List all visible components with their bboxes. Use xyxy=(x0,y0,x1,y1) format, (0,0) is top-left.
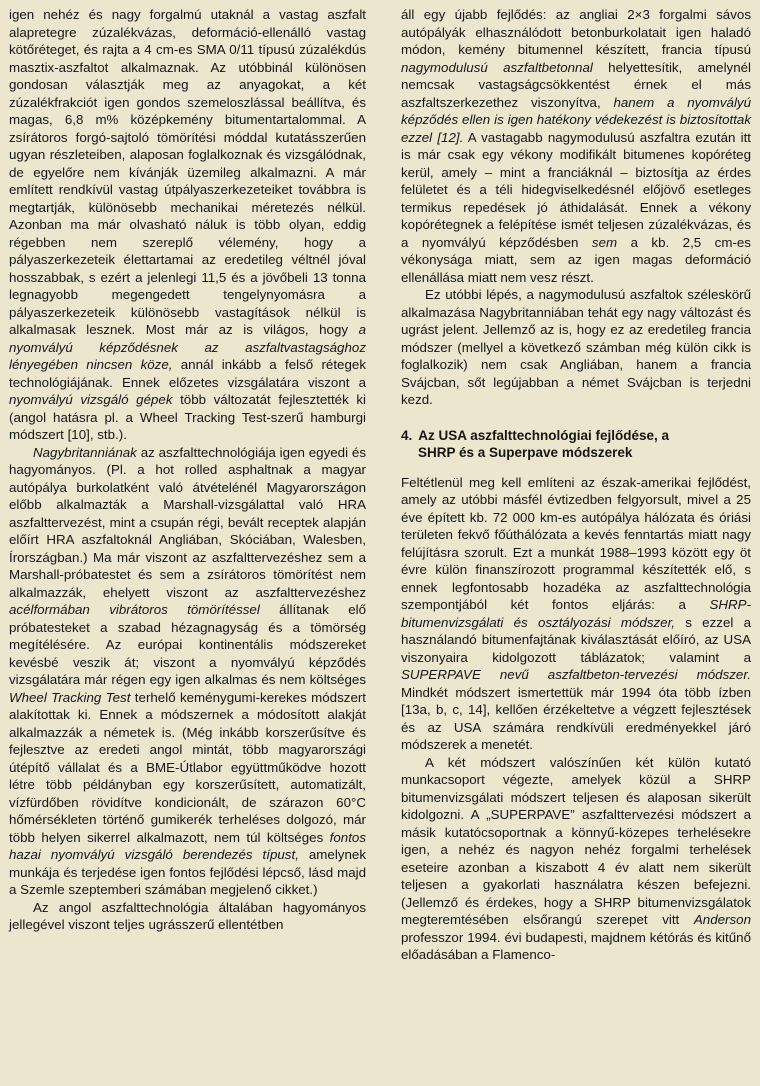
text-run: helyettesítik, amelynél nemcsak vastagságcsökkentést érnek el más aszfaltszerkezethez viszonyítva, xyxy=(401,59,752,110)
emphasis: a nyomvályú képződésnek az aszfaltvastagsághoz lényegében nincsen köze, xyxy=(9,322,366,372)
paragraph xyxy=(9,444,366,899)
section-heading xyxy=(401,427,751,462)
text-run: Feltétlenül meg kell említeni az észak-amerikai fejlődést, amely az utóbbi másfél évtizedben felgyorsult, mivel a 25 éve épített kb. 72 000 km-es autópálya hálózata és óriási területen fekvő főúthálózata a kevés fenntartás miatt nagy felújításra szorult. Ezt a munkát 1988–1993 között egy öt évre külön finanszírozott programmal készítették elő, s ennek legfontosabb hozadéka az aszfalttechnológia szempontjából két fontos eljárás: a xyxy=(401,474,751,612)
text-run: igen nehéz és nagy forgalmú utaknál a vastag aszfalt alapretegre zúzalékvázas, deformáció-ellenálló vastag kötőréteget, és rajta a 4 cm-es SMA 0/11 típusú zúzalékdús masztix-aszfaltot alkalmaznak. Az utóbbinál különösen gondosan választják meg az anyagokat, a két zúzalékfrakciót igen gondos szemeloszlással beállítva, és magas, 6,8 m% középkemény bitumentartalommal. A zsírátoros forgó-sajtoló tömörítési móddal kutatásszerűen ugyan részleteiben, alaposan foglalkoznak és vizsgálódnak, de egyelőre nem kívánják üzemileg alkalmazni. A már említett rendkívül vastag útpályaszerkezeteiket továbbra is megtartják, különösebb mechanikai méretezés nélkül. Azonban ma már olvasható náluk is több olyan, eddig régebben nem szereplő vélemény, hogy a pályaszerkezeteik élettartamai az eredetileg véltnél jóval hosszabbak, s ezért a jelenlegi 11,5 és a jövőbeli 13 tonna legnagyobb megengedett tengelynyomásra a pályaszerkezeteik különösebb vastagítások nélkül is alkalmasak lesznek. Most már az is világos, hogy xyxy=(9,7,366,337)
paragraph xyxy=(401,6,751,286)
text-run: A két módszert valószínűen két külön kutató munkacsoport végezte, amelyek közül a SHRP bitumenvizsgálati módszert teljesen és alaposan sikerült kidolgozni. A „SUPERPAVE” aszfalttervezési módszert a másik kutatócsoportnak a könnyű-közepes terhelésekre igen, a nehéz és nagyon nehéz forgalmi terhelések eseteire azonban a kiszabott 4 év alatt nem sikerült teljesen a gyakorlati használatra készen befejezni. (Jellemző és érdekes, hogy a SHRP bitumenvizsgálatok megteremtésében elsőrangú szerepet vitt xyxy=(401,754,751,927)
paragraph xyxy=(401,286,751,409)
emphasis: SUPERPAVE nevű aszfaltbeton-tervezési módszer. xyxy=(401,667,751,682)
text-run: Az angol aszfalttechnológia általában hagyományos jellegével viszont teljes ugrásszerű ellentétben xyxy=(9,899,366,932)
paragraph xyxy=(401,754,751,964)
section-title-line: SHRP és a Superpave módszerek xyxy=(418,445,633,460)
text-run: Mindkét módszert ismertettük már 1994 óta több ízben [13a, b, c, 14], kellően érzékeltetve a végzett fejlesztések és az USA számára rendkívüli eredményekkel járó módszerek a menetét. xyxy=(401,684,751,752)
paragraph xyxy=(9,899,366,934)
emphasis: hanem a nyomvályú képződés ellen is igen hatékony védekezést is biztosítottak ezzel [12]. xyxy=(401,94,752,145)
text-run: amelynek munkája és terjedése igen fontos fejlődési lépcső, lásd majd a Szemle szeptemberi számában megjelenő cikket.) xyxy=(9,847,366,897)
text-run: terhelő keménygumi-kerekes módszert alakítottak ki. Ennek a módszernek a módosított alakját alkalmazzák a németek is. (Még inkább korszerűsítve és fejlesztve az eredeti angol mintát, több magyarországi útépítő vállalat és a BME-Útlabor együttműködve hozott létre több példányban egy korszerűsített, automatizált, vízfürdőben rövidítve kondicionált, de szárazon 60°C hőmérsékleten történő gumikerék terheléses dolgozó, már több helyen sikerrel alkalmazott, nem túl költséges xyxy=(9,689,367,845)
emphasis: acélformában vibrátoros tömörítéssel xyxy=(9,602,260,617)
right-column xyxy=(401,6,751,964)
text-run: s ezzel a használandó bitumenfajtának kiválasztását előíró, az USA viszonyaira kidolgozott táblázatok; valamint a xyxy=(401,614,751,665)
emphasis: Anderson xyxy=(693,912,751,927)
emphasis: fontos hazai nyomvályú vizsgáló berendezés típust, xyxy=(9,829,366,862)
section-number: 4. xyxy=(401,427,413,443)
text-run: áll egy újabb fejlődés: az angliai 2×3 forgalmi sávos autópályák elhasználódott betonburkolatait igen haladó módon, kemény bitumennel készített, francia típusú xyxy=(401,7,751,57)
section-title-line: Az USA aszfalttechnológiai fejlődése, a xyxy=(418,427,670,443)
emphasis: nyomvályú vizsgáló gépek xyxy=(9,392,173,407)
left-column xyxy=(9,6,366,934)
emphasis: Nagybritanniának xyxy=(33,444,137,460)
emphasis: SHRP-bitumenvizsgálati és osztályozási módszer, xyxy=(401,597,751,630)
text-run: az aszfalttechnológiája igen egyedi és hagyományos. (Pl. a hot rolled asphaltnak a magyar autópálya burkolatként való átvételénél Magyarországon előbb alkalmazták a Marshall-vizsgálattal való HRA aszfalttervezést, mint a csupán régi, bevált receptek alapján előírt HRA aszfaltoknál Angliában, Skóciában, Walesben, Írországban.) Ma már viszont az aszfalttervezéshez sem a Marshall-próbatestet és sem a zsírátoros tömörítést nem alkalmazzák, ehelyett viszont az aszfalttervezéshez xyxy=(9,444,366,600)
text-run: állítanak elő próbatesteket a szabad hézagnagyság és a tömörség megítélésére. Az európai kontinentális módszereket kevésbé veszik át; viszont a nyomvályú képződés vizsgálatára már régen egy igen alkalmas és nem költséges xyxy=(9,602,367,687)
text-run: több változatát fejlesztették ki (angol hatásra pl. a Wheel Tracking Test-szerű hamburgi módszert [10], stb.). xyxy=(9,392,366,442)
text-run: A vastagabb nagymodulusú aszfaltra ezután itt is már csak egy vékony modifikált bitumenes kopóréteg kerül, amely – mint a franciáknál – biztosítja az érdes felületet és a téli hidegviselkedésnél előjövő esetleges termikus repedések jó áthidalását. Ennek a vékony kopórétegnek a felépítése ismét teljesen zúzalékvázas, és a nyomvályú képződésben xyxy=(401,129,751,250)
emphasis: sem xyxy=(591,234,618,250)
text-run: Ez utóbbi lépés, a nagymodulusú aszfaltok széleskörű alkalmazása Nagybritanniában tehát egy nagy változást és ugrást jelent. Jellemző az is, hogy ez az eredetileg francia módszer (mellyel a következő számban még külön cikk is foglalkozik) nem csak Angliában, hanem a francia Svájcban, sőt legújabban a német Svájcban is terjedni kezd. xyxy=(401,287,751,407)
paragraph xyxy=(9,6,366,444)
paragraph xyxy=(401,474,751,754)
emphasis: nagymodulusú aszfaltbetonnal xyxy=(401,59,593,75)
emphasis: Wheel Tracking Test xyxy=(9,689,131,705)
text-run: a kb. 2,5 cm-es vékonysága miatt, sem az igen magas deformáció ellenállása miatt nem vesz részt. xyxy=(401,234,751,285)
text-run: professzor 1994. évi budapesti, majdnem kétórás és kitűnő előadásában a Flamenco- xyxy=(401,929,751,962)
text-run: annál inkább a felső rétegek technológiájának. Ennek előzetes vizsgálatára viszont a xyxy=(9,357,366,390)
